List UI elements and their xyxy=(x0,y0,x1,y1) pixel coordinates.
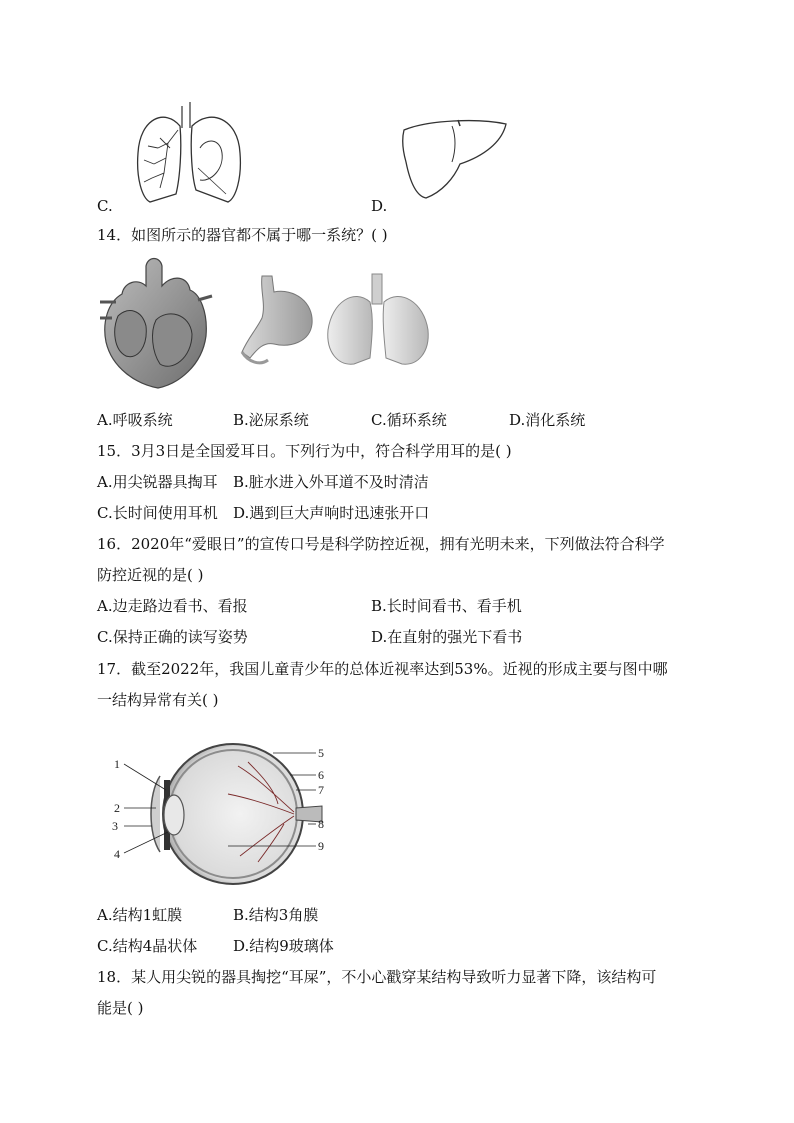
eye-label-2: 2 xyxy=(114,801,120,815)
q13-option-d[interactable]: D. xyxy=(371,197,388,215)
liver-outline-image xyxy=(398,116,510,202)
q17-stem-line1: 17．截至2022年，我国儿童青少年的总体近视率达到53%。近视的形成主要与图中哪 xyxy=(97,660,668,678)
eye-label-7: 7 xyxy=(318,783,324,797)
q15-option-d[interactable]: D.遇到巨大声响时迅速张开口 xyxy=(233,504,430,522)
q17-option-a[interactable]: A.结构1虹膜 xyxy=(97,906,183,924)
q15-option-a[interactable]: A.用尖锐器具掏耳 xyxy=(97,473,218,491)
eye-label-1: 1 xyxy=(114,757,120,771)
q16-option-c[interactable]: C.保持正确的读写姿势 xyxy=(97,628,248,646)
lungs-image xyxy=(324,272,432,370)
eye-label-6: 6 xyxy=(318,768,324,782)
q18-stem-line2: 能是( ) xyxy=(97,999,144,1017)
q15-option-c[interactable]: C.长时间使用耳机 xyxy=(97,504,218,522)
q16-option-b[interactable]: B.长时间看书、看手机 xyxy=(371,597,522,615)
heart-image xyxy=(98,256,214,392)
q14-option-c[interactable]: C.循环系统 xyxy=(371,411,447,429)
q14-option-d[interactable]: D.消化系统 xyxy=(509,411,586,429)
q17-option-d[interactable]: D.结构9玻璃体 xyxy=(233,937,334,955)
q16-option-d[interactable]: D.在直射的强光下看书 xyxy=(371,628,523,646)
q14-stem: 14．如图所示的器官都不属于哪一系统？( ) xyxy=(97,226,388,244)
q14-option-b[interactable]: B.泌尿系统 xyxy=(233,411,309,429)
eye-label-3: 3 xyxy=(112,819,118,833)
lungs-outline-image xyxy=(130,98,250,206)
q17-option-b[interactable]: B.结构3角膜 xyxy=(233,906,319,924)
eye-label-9: 9 xyxy=(318,839,324,853)
eye-label-4: 4 xyxy=(114,847,120,861)
q15-stem: 15．3月3日是全国爱耳日。下列行为中，符合科学用耳的是( ) xyxy=(97,442,512,460)
stomach-image xyxy=(238,272,320,368)
q16-stem-line1: 16．2020年“爱眼日”的宣传口号是科学防控近视，拥有光明未来，下列做法符合科学 xyxy=(97,535,665,553)
eye-label-8: 8 xyxy=(318,817,324,831)
q16-stem-line2: 防控近视的是( ) xyxy=(97,566,204,584)
q13-option-c[interactable]: C. xyxy=(97,197,113,215)
q16-option-a[interactable]: A.边走路边看书、看报 xyxy=(97,597,248,615)
q15-option-b[interactable]: B.脏水进入外耳道不及时清洁 xyxy=(233,473,429,491)
eye-label-5: 5 xyxy=(318,746,324,760)
eye-structure-diagram xyxy=(108,738,338,888)
q17-option-c[interactable]: C.结构4晶状体 xyxy=(97,937,198,955)
q14-option-a[interactable]: A.呼吸系统 xyxy=(97,411,173,429)
q17-stem-line2: 一结构异常有关( ) xyxy=(97,691,219,709)
q18-stem-line1: 18．某人用尖锐的器具掏挖“耳屎”，不小心戳穿某结构导致听力显著下降，该结构可 xyxy=(97,968,657,986)
